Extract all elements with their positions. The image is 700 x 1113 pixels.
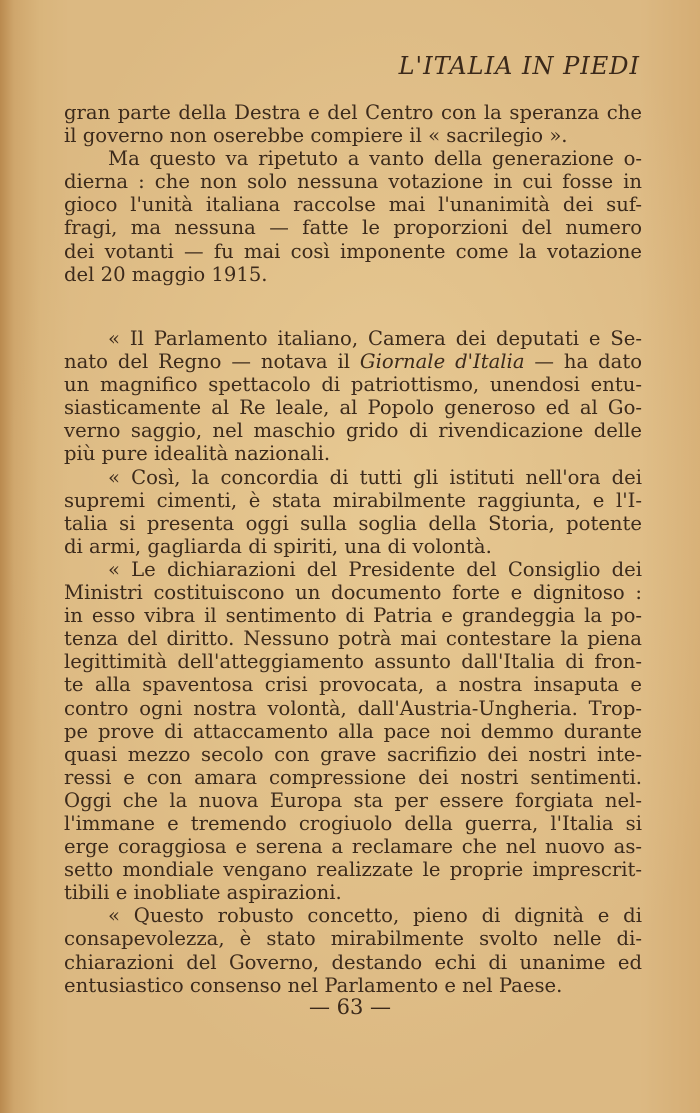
newspaper-title: Giornale d'Italia xyxy=(359,350,525,374)
page-number: — 63 — xyxy=(308,995,392,1019)
text-line: entusiastico consenso nel Parlamento e nel Paese. xyxy=(64,973,563,997)
text-line: gran parte della Destra e del Centro con la speranza che xyxy=(64,101,642,124)
text-line: più pure idealità nazionali. xyxy=(64,442,331,466)
running-title: L'ITALIA IN PIEDI xyxy=(398,52,640,80)
quote-paragraph-2 xyxy=(64,466,642,558)
text-line: tibili e inobliate aspirazioni. xyxy=(64,881,342,905)
text-line: consapevolezza, è stato mirabilmente svolto nelle di- xyxy=(64,927,642,951)
text-line: legittimità dell'atteggiamento assunto dall'Italia di fron- xyxy=(64,650,642,674)
text-line: gioco l'unità italiana raccolse mai l'unanimità dei suf- xyxy=(64,193,642,217)
text-line: Ma questo va ripetuto a vanto della generazione o- xyxy=(108,147,642,171)
quote-paragraph-3 xyxy=(64,558,642,904)
text-line: fragi, ma nessuna — fatte le proporzioni del numero xyxy=(64,216,642,240)
text-line xyxy=(64,350,642,373)
quote-paragraph-1 xyxy=(64,327,642,466)
text-line: quasi mezzo secolo con grave sacrifizio dei nostri inte- xyxy=(64,742,642,766)
text-line: « Questo robusto concetto, pieno di dignità e di xyxy=(108,904,642,928)
text-line: ressi e con amara compressione dei nostri sentimenti. xyxy=(64,765,642,789)
quoted-article xyxy=(64,327,642,997)
quote-paragraph-4 xyxy=(64,904,642,996)
text-line: talia si presenta oggi sulla soglia della Storia, potente xyxy=(64,511,642,535)
text-segment: nato del Regno — notava il xyxy=(64,350,360,374)
text-line: Ministri costituiscono un documento forte e dignitoso : xyxy=(64,581,642,605)
text-line: contro ogni nostra volontà, dall'Austria-Ungheria. Trop- xyxy=(64,696,642,720)
paragraph-vote xyxy=(64,147,642,286)
text-line: verno saggio, nel maschio grido di rivendicazione delle xyxy=(64,419,642,443)
text-line: « Il Parlamento italiano, Camera dei deputati e Se- xyxy=(108,327,642,350)
text-line: « Così, la concordia di tutti gli istituti nell'ora dei xyxy=(108,465,642,489)
text-line: l'immane e tremendo crogiuolo della guerra, l'Italia si xyxy=(64,811,642,835)
text-line: te alla spaventosa crisi provocata, a nostra insaputa e xyxy=(64,673,642,697)
text-line: il governo non oserebbe compiere il « sacrilegio ». xyxy=(64,124,568,148)
text-line: siasticamente al Re leale, al Popolo generoso ed al Go- xyxy=(64,396,642,420)
text-line: supremi cimenti, è stata mirabilmente raggiunta, e l'I- xyxy=(64,488,642,512)
text-segment: — ha dato xyxy=(524,350,642,374)
text-line: del 20 maggio 1915. xyxy=(64,262,268,286)
text-line: chiarazioni del Governo, destando echi di unanime ed xyxy=(64,950,642,974)
text-line: in esso vibra il sentimento di Patria e grandeggia la po- xyxy=(64,604,642,628)
text-line: tenza del diritto. Nessuno potrà mai contestare la piena xyxy=(64,627,642,651)
text-line: di armi, gagliarda di spiriti, una di volontà. xyxy=(64,534,492,558)
text-line: Oggi che la nuova Europa sta per essere forgiata nel- xyxy=(64,788,642,812)
text-line: setto mondiale vengano realizzate le proprie imprescrit- xyxy=(64,858,642,882)
paragraph-continuation xyxy=(64,101,642,147)
text-line: dei votanti — fu mai così imponente come la votazione xyxy=(64,239,642,263)
text-line: dierna : che non solo nessuna votazione in cui fosse in xyxy=(64,170,642,194)
text-line: « Le dichiarazioni del Presidente del Consiglio dei xyxy=(108,557,642,581)
text-line: erge coraggiosa e serena a reclamare che nel nuovo as- xyxy=(64,835,642,859)
text-block-top xyxy=(64,101,642,286)
text-line: pe prove di attaccamento alla pace noi demmo durante xyxy=(64,719,642,743)
text-line: un magnifico spettacolo di patriottismo, unendosi entu- xyxy=(64,373,642,397)
